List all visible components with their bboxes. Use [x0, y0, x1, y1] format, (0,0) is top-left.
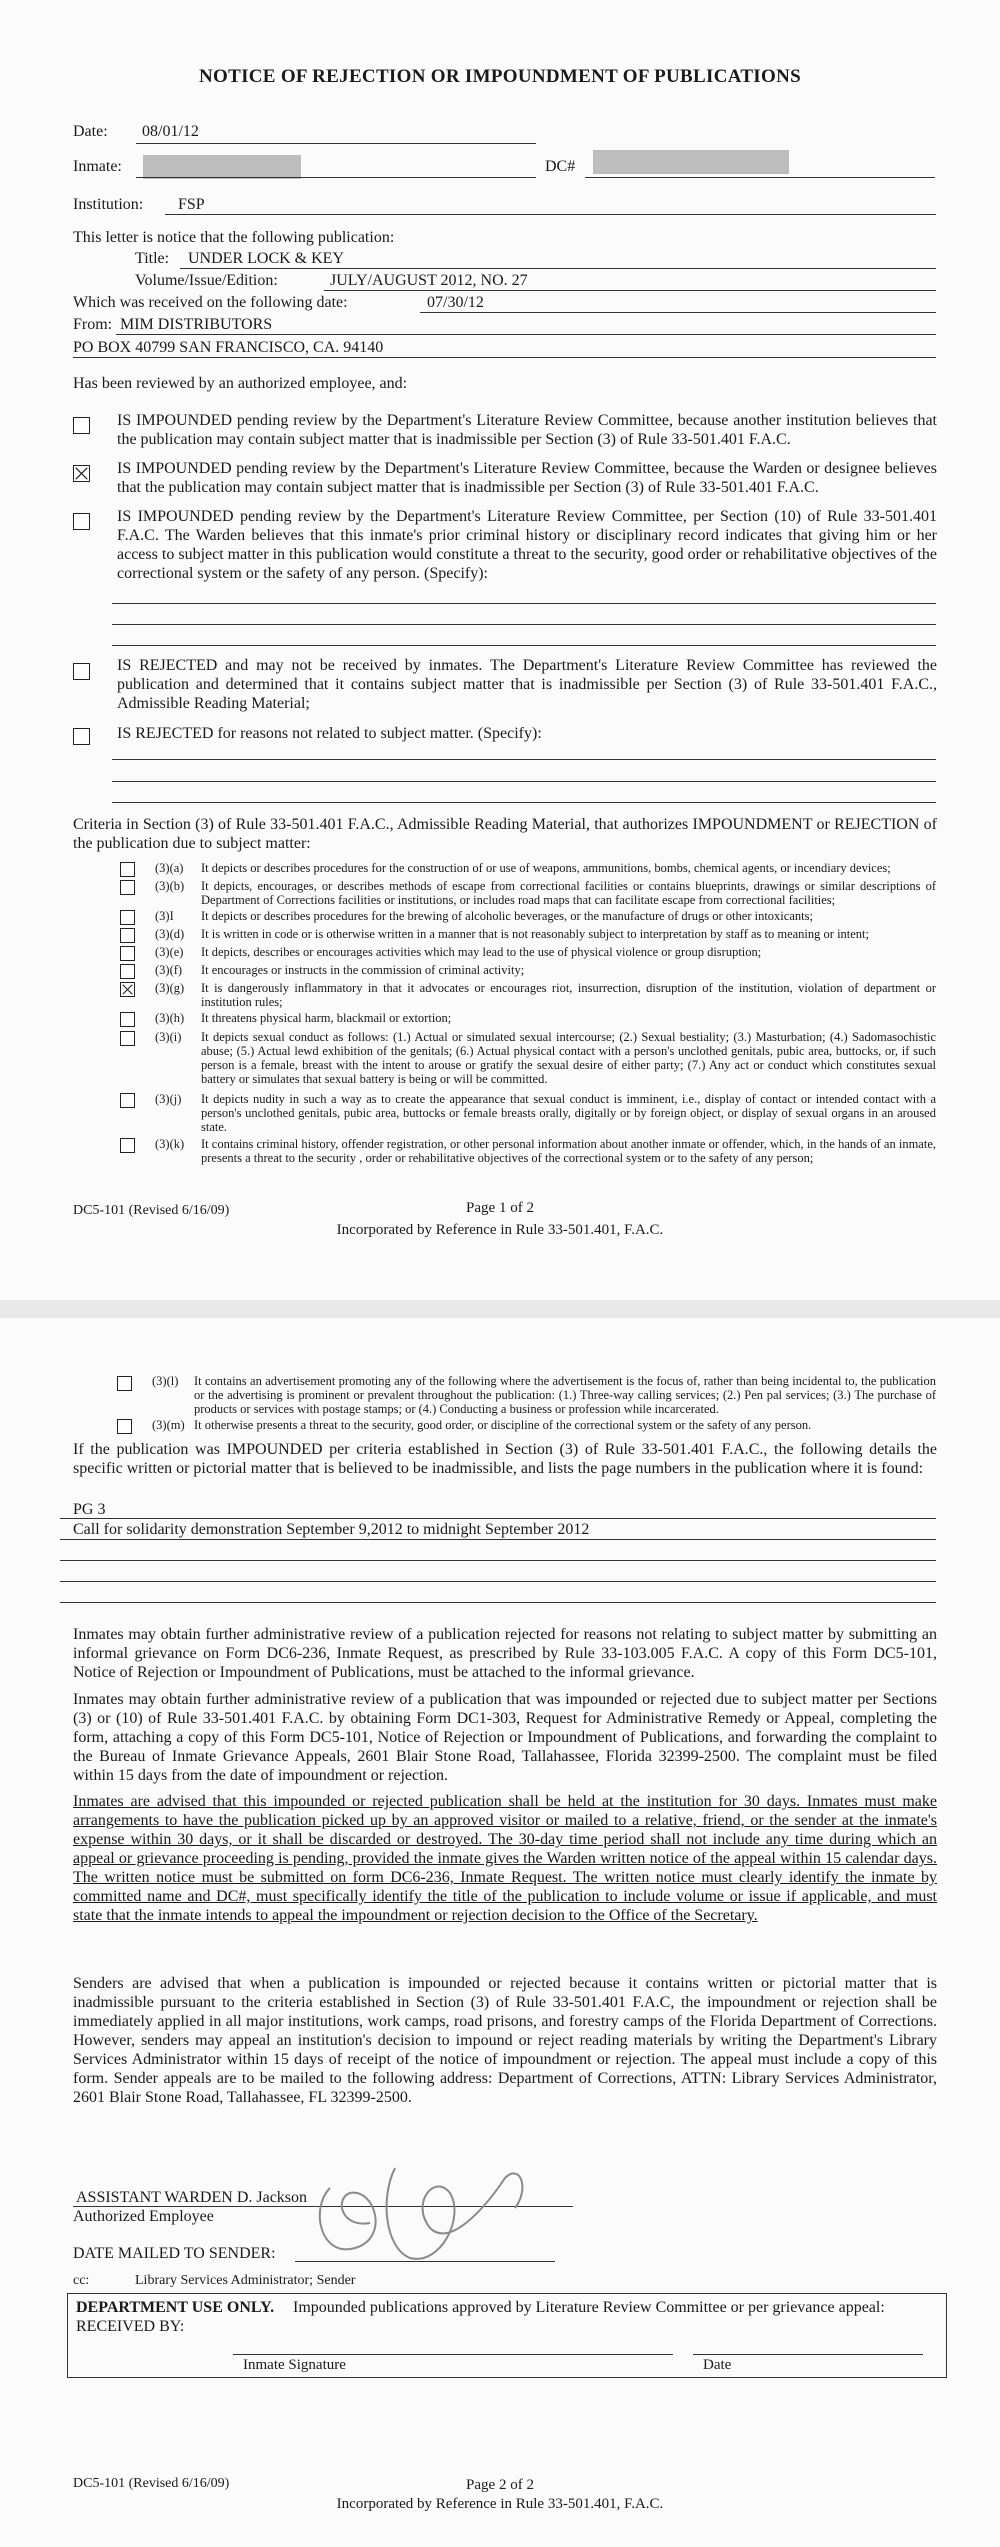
- check-x-icon: [121, 983, 134, 996]
- pub-title-value: UNDER LOCK & KEY: [188, 250, 344, 267]
- criteria-3i-checkbox[interactable]: [120, 1031, 135, 1046]
- criteria-3f-code: (3)(f): [155, 963, 183, 977]
- inmate-line: [136, 177, 536, 178]
- signature-icon: [300, 2148, 560, 2278]
- criteria-3f-text: It encourages or instructs in the commission of criminal activity;: [201, 963, 525, 977]
- criteria-3e-code: (3)(e): [155, 945, 184, 959]
- criteria-3a-code: (3)(a): [155, 861, 184, 875]
- details-line-1: PG 3: [73, 1501, 106, 1518]
- criteria-3c-checkbox[interactable]: [120, 910, 135, 925]
- employee-name: ASSISTANT WARDEN D. Jackson: [76, 2189, 308, 2206]
- check-x-icon: [74, 466, 89, 481]
- intro-text: This letter is notice that the following publication:: [73, 229, 395, 246]
- received-line: [420, 312, 936, 313]
- criteria-3j-code: (3)(j): [155, 1092, 182, 1106]
- criteria-3m-checkbox[interactable]: [117, 1419, 132, 1434]
- criteria-3j-checkbox[interactable]: [120, 1093, 135, 1108]
- date-mailed-line: [295, 2261, 555, 2262]
- criteria-3k-checkbox[interactable]: [120, 1138, 135, 1153]
- criteria-3l-text: It contains an advertisement promoting any of the following where the advertisement is the focus of, rather than being incidental to, the publication or the advertising is prominent or prevalent throughout the publication: (1.) Three-way calling services; (2.) Pen pal services; (3.) The purchase of products or services with postage stamps; or (4.) Conducting a business or profession while incarcerated.: [194, 1374, 936, 1416]
- criteria-3a-text: It depicts or describes procedures for the construction of or use of weapons, ammunitions, bombs, chemical agents, or incendiary devices;: [201, 861, 891, 875]
- employee-label: Authorized Employee: [73, 2208, 214, 2225]
- criteria-3l-code: (3)(l): [152, 1374, 179, 1388]
- criteria-3a-checkbox[interactable]: [120, 862, 135, 877]
- criteria-3d-text: It is written in code or is otherwise written in a manner that is not reasonably subject to interpretation by staff as to meaning or intent;: [201, 927, 870, 941]
- inmate-signature-line: [233, 2354, 673, 2355]
- cc-label: cc:: [73, 2273, 90, 2288]
- criteria-3g-code: (3)(g): [155, 981, 185, 995]
- criteria-3k-text: It contains criminal history, offender registration, or other personal information about another inmate or offender, which, in the hands of an inmate, presents a threat to the security , order or rehabilitative objectives of the correctional system or to the safety of any person;: [201, 1137, 936, 1165]
- reviewed-text: Has been reviewed by an authorized employee, and:: [73, 375, 408, 392]
- dept-title: DEPARTMENT USE ONLY.: [76, 2299, 275, 2316]
- criteria-3e-checkbox[interactable]: [120, 946, 135, 961]
- form-number-2: DC5-101 (Revised 6/16/09): [73, 2476, 230, 2491]
- page-number: Page 1 of 2: [466, 1200, 534, 1216]
- specify-line-2: [112, 624, 936, 625]
- criteria-3i-text: It depicts sexual conduct as follows: (1.) Actual or simulated sexual intercourse; (2.) Sexual bestiality; (3.) Masturbation; (4.) Sadomasochistic abuse; (5.) Actual lewd exhibition of the genitals; (6.) Actual physical contact with a person's unclothed genitals, pubic area, buttocks, or, if such person is a female, breast with the intent to arouse or gratify the sexual desire of either party; (7.) Any act or conduct which constitutes sexual battery or simulates that sexual battery is being or will be committed.: [201, 1030, 936, 1086]
- paragraph-administrative-remedy: Inmates may obtain further administrative review of a publication that was impounded or rejected due to subject matter per Sections (3) or (10) of Rule 33-501.401 F.A.C. by obtaining Form DC1-303, Request for Administrative Remedy or Appeal, completing the form, attaching a copy of this Form DC5-101, Notice of Rejection or Impoundment of Publications, and forwarding the complaint to the Bureau of Inmate Grievance Appeals, 2601 Blair Stone Road, Tallahassee, Florida 32399-2500. The complaint must be filed within 15 days from the date of impoundment or rejection.: [73, 1691, 937, 1784]
- criteria-3b-text: It depicts, encourages, or describes methods of escape from correctional facilities or contains blueprints, drawings or similar descriptions of Department of Corrections facilities or institutions, or includes road maps that can facilitate escape from correctional facilities;: [201, 879, 936, 907]
- specify-line-3: [112, 645, 936, 646]
- paragraph-senders-advised: Senders are advised that when a publication is impounded or rejected because it contains written or pictorial matter that is inadmissible pursuant to the criteria established in Section (3) of Rule 33-501.401 F.A.C, the impoundment or rejection shall be immediately applied in all major institutions, work camps, road prisons, and forestry camps of the Florida Department of Corrections. However, senders may appeal an institution's decision to impound or reject reading materials by writing the Department's Library Services Administrator within 15 days of receipt of the notice of impoundment or rejection. The appeal must include a copy of this form. Sender appeals are to be mailed to the following address: Department of Corrections, ATTN: Library Services Administrator, 2601 Blair Stone Road, Tallahassee, FL 32399-2500.: [73, 1975, 937, 2106]
- from-line: [116, 334, 936, 335]
- form-number: DC5-101 (Revised 6/16/09): [73, 1203, 230, 1218]
- criteria-3m-code: (3)(m): [152, 1418, 185, 1432]
- volume-value: JULY/AUGUST 2012, NO. 27: [330, 272, 528, 289]
- dc-number-redacted: [593, 150, 789, 174]
- specify-line-1: [112, 603, 936, 604]
- page-2: [0, 1318, 1000, 2547]
- date-signature-label: Date: [703, 2357, 732, 2373]
- criteria-3b-code: (3)(b): [155, 879, 185, 893]
- option-1-text: IS IMPOUNDED pending review by the Department's Literature Review Committee, because another institution believes that the publication may contain subject matter that is inadmissible per Section (3) of Rule 33-501.401 F.A.C.: [117, 412, 937, 448]
- option-2-text: IS IMPOUNDED pending review by the Department's Literature Review Committee, because the Warden or designee believes that the publication may contain subject matter that is inadmissible per Section (3) of Rule 33-501.401 F.A.C.: [117, 460, 937, 496]
- dept-text: Impounded publications approved by Literature Review Committee or per grievance appeal:: [293, 2299, 885, 2316]
- criteria-3f-checkbox[interactable]: [120, 964, 135, 979]
- received-label: Which was received on the following date:: [73, 294, 348, 311]
- criteria-3k-code: (3)(k): [155, 1137, 185, 1151]
- details-intro: If the publication was IMPOUNDED per criteria established in Section (3) of Rule 33-501.401 F.A.C., the following details the specific written or pictorial matter that is believed to be inadmissible, and lists the page numbers in the publication where it is found:: [73, 1441, 937, 1477]
- criteria-3c-code: (3)I: [155, 909, 174, 923]
- option-4-text: IS REJECTED and may not be received by inmates. The Department's Literature Review Committee has reviewed the publication and determined that it contains subject matter that is inadmissible per Section (3) of Rule 33-501.401 F.A.C., Admissible Reading Material;: [117, 657, 937, 712]
- dc-label: DC#: [545, 158, 576, 175]
- details-rule-2: [60, 1539, 936, 1540]
- option-5-checkbox[interactable]: [73, 728, 90, 745]
- document-title: NOTICE OF REJECTION OR IMPOUNDMENT OF PUBLICATIONS: [199, 66, 801, 87]
- details-line-2: Call for solidarity demonstration September 9,2012 to midnight September 2012: [73, 1521, 590, 1538]
- pub-title-line: [180, 268, 936, 269]
- from-label: From:: [73, 316, 113, 333]
- volume-line: [324, 290, 936, 291]
- institution-label: Institution:: [73, 196, 144, 213]
- criteria-3j-text: It depicts nudity in such a way as to create the appearance that sexual conduct is imminent, i.e., display of contact or intended contact with a person's unclothed genitals, pubic area, buttocks or female breasts orally, digitally or by foreign object, or display of sexual organs in an aroused state.: [201, 1092, 936, 1134]
- specify-line-4: [112, 759, 936, 760]
- received-value: 07/30/12: [427, 294, 484, 311]
- address-value: PO BOX 40799 SAN FRANCISCO, CA. 94140: [73, 339, 384, 356]
- specify-line-5: [112, 781, 936, 782]
- criteria-3g-checkbox[interactable]: [120, 982, 135, 997]
- criteria-3c-text: It depicts or describes procedures for the brewing of alcoholic beverages, or the manufacture of drugs or other intoxicants;: [201, 909, 813, 923]
- criteria-3g-text: It is dangerously inflammatory in that it advocates or encourages riot, insurrection, disruption of the institution, violation of department or institution rules;: [201, 981, 936, 1009]
- criteria-3b-checkbox[interactable]: [120, 880, 135, 895]
- inmate-name-redacted: [143, 155, 301, 179]
- pub-title-label: Title:: [135, 250, 170, 267]
- institution-value: FSP: [178, 196, 205, 213]
- address-line: [73, 357, 936, 358]
- institution-line: [165, 214, 936, 215]
- criteria-3d-code: (3)(d): [155, 927, 185, 941]
- criteria-intro: Criteria in Section (3) of Rule 33-501.401 F.A.C., Admissible Reading Material, that authorizes IMPOUNDMENT or REJECTION of the publication due to subject matter:: [73, 816, 937, 852]
- option-3-text: IS IMPOUNDED pending review by the Department's Literature Review Committee, per Section (10) of Rule 33-501.401 F.A.C. The Warden believes that this inmate's prior criminal history or disciplinary record indicates that giving him or her access to subject matter in this publication would constitute a threat to the security, good order or rehabilitative objectives of the correctional system or the safety of any person. (Specify):: [117, 508, 937, 582]
- criteria-3d-checkbox[interactable]: [120, 928, 135, 943]
- date-mailed-label: DATE MAILED TO SENDER:: [73, 2245, 276, 2262]
- date-signature-line: [693, 2354, 923, 2355]
- details-rule-3: [60, 1560, 936, 1561]
- date-label: Date:: [73, 123, 108, 140]
- criteria-3e-text: It depicts, describes or encourages activities which may lead to the use of physical violence or group disruption;: [201, 945, 762, 959]
- date-line: [136, 143, 536, 144]
- paragraph-informal-grievance: Inmates may obtain further administrative review of a publication rejected for reasons not relating to subject matter by submitting an informal grievance on Form DC6-236, Inmate Request, as prescribed by Rule 33-103.005 F.A.C. A copy of this Form DC5-101, Notice of Rejection or Impoundment of Publications, must be attached to the informal grievance.: [73, 1626, 937, 1681]
- option-1-checkbox[interactable]: [73, 417, 90, 434]
- option-4-checkbox[interactable]: [73, 663, 90, 680]
- details-rule-5: [60, 1602, 936, 1603]
- department-use-box: [67, 2293, 947, 2378]
- specify-line-6: [112, 802, 936, 803]
- date-value: 08/01/12: [142, 123, 199, 140]
- option-3-checkbox[interactable]: [73, 513, 90, 530]
- criteria-3h-text: It threatens physical harm, blackmail or extortion;: [201, 1011, 452, 1025]
- volume-label: Volume/Issue/Edition:: [135, 272, 278, 289]
- incorporated-text: Incorporated by Reference in Rule 33-501.401, F.A.C.: [336, 1222, 664, 1238]
- inmate-signature-label: Inmate Signature: [243, 2357, 346, 2373]
- option-2-checkbox[interactable]: [73, 465, 90, 482]
- details-rule-1: [60, 1518, 936, 1519]
- dc-line: [585, 177, 935, 178]
- page-number-2: Page 2 of 2: [466, 2477, 534, 2493]
- criteria-3h-checkbox[interactable]: [120, 1012, 135, 1027]
- from-value: MIM DISTRIBUTORS: [120, 316, 273, 333]
- criteria-3l-checkbox[interactable]: [117, 1376, 132, 1391]
- criteria-3i-code: (3)(i): [155, 1030, 182, 1044]
- criteria-3h-code: (3)(h): [155, 1011, 185, 1025]
- criteria-3m-text: It otherwise presents a threat to the security, good order, or discipline of the correctional system or the safety of any person.: [194, 1418, 812, 1432]
- paragraph-inmates-advised: Inmates are advised that this impounded or rejected publication shall be held at the institution for 30 days. Inmates must make arrangements to have the publication picked up by an approved visitor or mailed to a relative, friend, or the sender at the inmate's expense within 30 days, or it shall be discarded or destroyed. The 30-day time period shall not include any time during which an appeal or grievance proceeding is pending, provided the inmate gives the Warden written notice of the appeal within 15 calendar days. The written notice must be submitted on form DC6-236, Inmate Request. The written notice must clearly identify the inmate by committed name and DC#, must specifically identify the title of the publication to include volume or issue if applicable, and must state that the inmate intends to appeal the impoundment or rejection decision to the Office of the Secretary.: [73, 1793, 937, 1924]
- cc-value: Library Services Administrator; Sender: [135, 2273, 356, 2288]
- incorporated-text-2: Incorporated by Reference in Rule 33-501.401, F.A.C.: [336, 2496, 664, 2512]
- inmate-label: Inmate:: [73, 158, 122, 175]
- option-5-text: IS REJECTED for reasons not related to subject matter. (Specify):: [117, 725, 542, 742]
- received-by-label: RECEIVED BY:: [76, 2318, 185, 2335]
- details-rule-4: [60, 1581, 936, 1582]
